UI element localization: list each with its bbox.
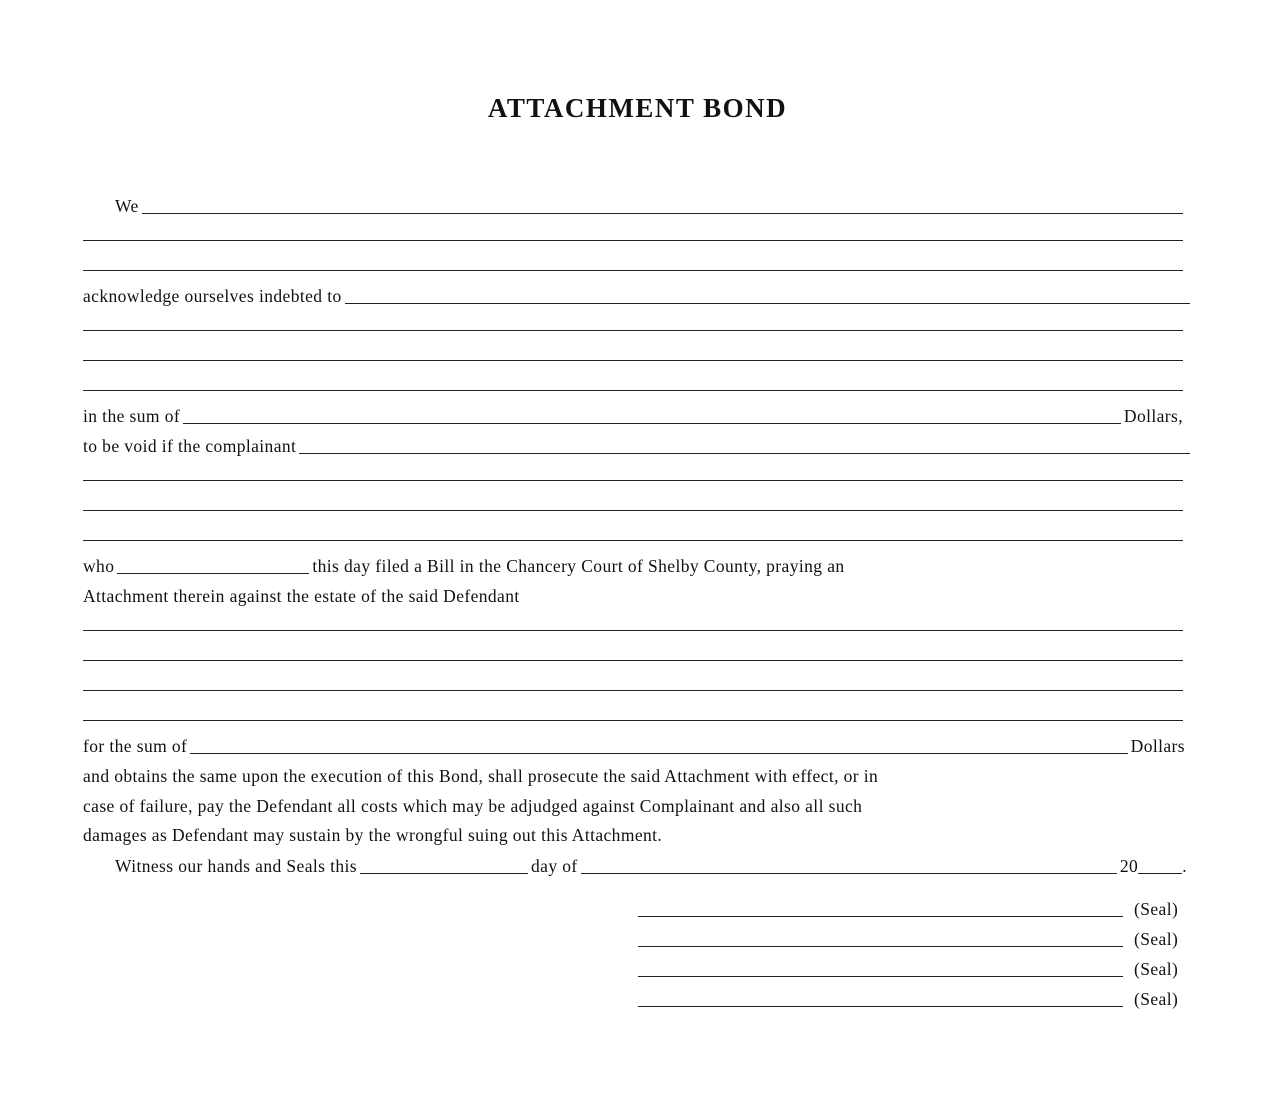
signature-blank[interactable] [638, 961, 1123, 977]
year-prefix: 20 [1119, 856, 1139, 876]
damages-line [83, 824, 1183, 846]
witness-day-blank[interactable] [360, 858, 528, 874]
sum-blank[interactable] [183, 408, 1121, 424]
obligee-blank-line[interactable] [83, 390, 1183, 391]
parties-line-1 [115, 195, 1183, 217]
acknowledge-label: acknowledge ourselves indebted to [83, 286, 342, 306]
year-blank[interactable] [1138, 858, 1182, 874]
for-sum-label: for the sum of [83, 736, 188, 756]
obtains-text: and obtains the same upon the execution of this Bond, shall prosecute the said Attachment with effect, or in [83, 766, 879, 786]
who-blank[interactable] [117, 558, 309, 574]
day-of-label: day of [531, 856, 578, 876]
filed-bill-text: this day filed a Bill in the Chancery Court of Shelby County, praying an [312, 556, 845, 576]
seal-label: (Seal) [1134, 959, 1179, 979]
parties-blank[interactable] [142, 198, 1183, 214]
sum-line [83, 405, 1183, 427]
failure-text: case of failure, pay the Defendant all costs which may be adjudged against Complainant and also all such [83, 796, 863, 816]
parties-blank-line[interactable] [83, 240, 1183, 241]
signature-line [638, 958, 1191, 980]
witness-line [115, 855, 1187, 877]
defendant-blank-line[interactable] [83, 690, 1183, 691]
obtains-line [83, 765, 1183, 787]
complainant-blank[interactable] [299, 438, 1190, 454]
signature-line [638, 988, 1191, 1010]
complainant-blank-line[interactable] [83, 540, 1183, 541]
for-sum-line [83, 735, 1185, 757]
witness-month-blank[interactable] [581, 858, 1117, 874]
defendant-blank-line[interactable] [83, 720, 1183, 721]
parties-blank-line[interactable] [83, 270, 1183, 271]
signature-blank[interactable] [638, 931, 1123, 947]
who-label: who [83, 556, 115, 576]
seal-label: (Seal) [1134, 989, 1179, 1009]
signature-blank[interactable] [638, 991, 1123, 1007]
obligee-blank[interactable] [345, 288, 1190, 304]
document-title: ATTACHMENT BOND [487, 93, 788, 123]
obligee-blank-line[interactable] [83, 330, 1183, 331]
year-suffix: . [1182, 856, 1187, 876]
dollars-label: Dollars, [1123, 406, 1183, 426]
complainant-blank-line[interactable] [83, 480, 1183, 481]
filed-line [83, 555, 1183, 577]
dollars-label-2: Dollars [1130, 736, 1185, 756]
defendant-blank-line[interactable] [83, 630, 1183, 631]
signature-line [638, 928, 1191, 950]
seal-label: (Seal) [1134, 899, 1179, 919]
signature-blank[interactable] [638, 901, 1123, 917]
attachment-text: Attachment therein against the estate of the said Defendant [83, 586, 520, 606]
sum-label: in the sum of [83, 406, 181, 426]
complainant-line [83, 435, 1190, 457]
witness-label: Witness our hands and Seals this [115, 856, 358, 876]
failure-line [83, 795, 1183, 817]
seal-label: (Seal) [1134, 929, 1179, 949]
for-sum-blank[interactable] [190, 738, 1127, 754]
signature-line [638, 898, 1191, 920]
defendant-blank-line[interactable] [83, 660, 1183, 661]
obligee-line [83, 285, 1190, 307]
we-label: We [115, 196, 139, 216]
damages-text: damages as Defendant may sustain by the wrongful suing out this Attachment. [83, 825, 663, 845]
obligee-blank-line[interactable] [83, 360, 1183, 361]
attachment-line [83, 585, 1183, 607]
void-label: to be void if the complainant [83, 436, 297, 456]
complainant-blank-line[interactable] [83, 510, 1183, 511]
